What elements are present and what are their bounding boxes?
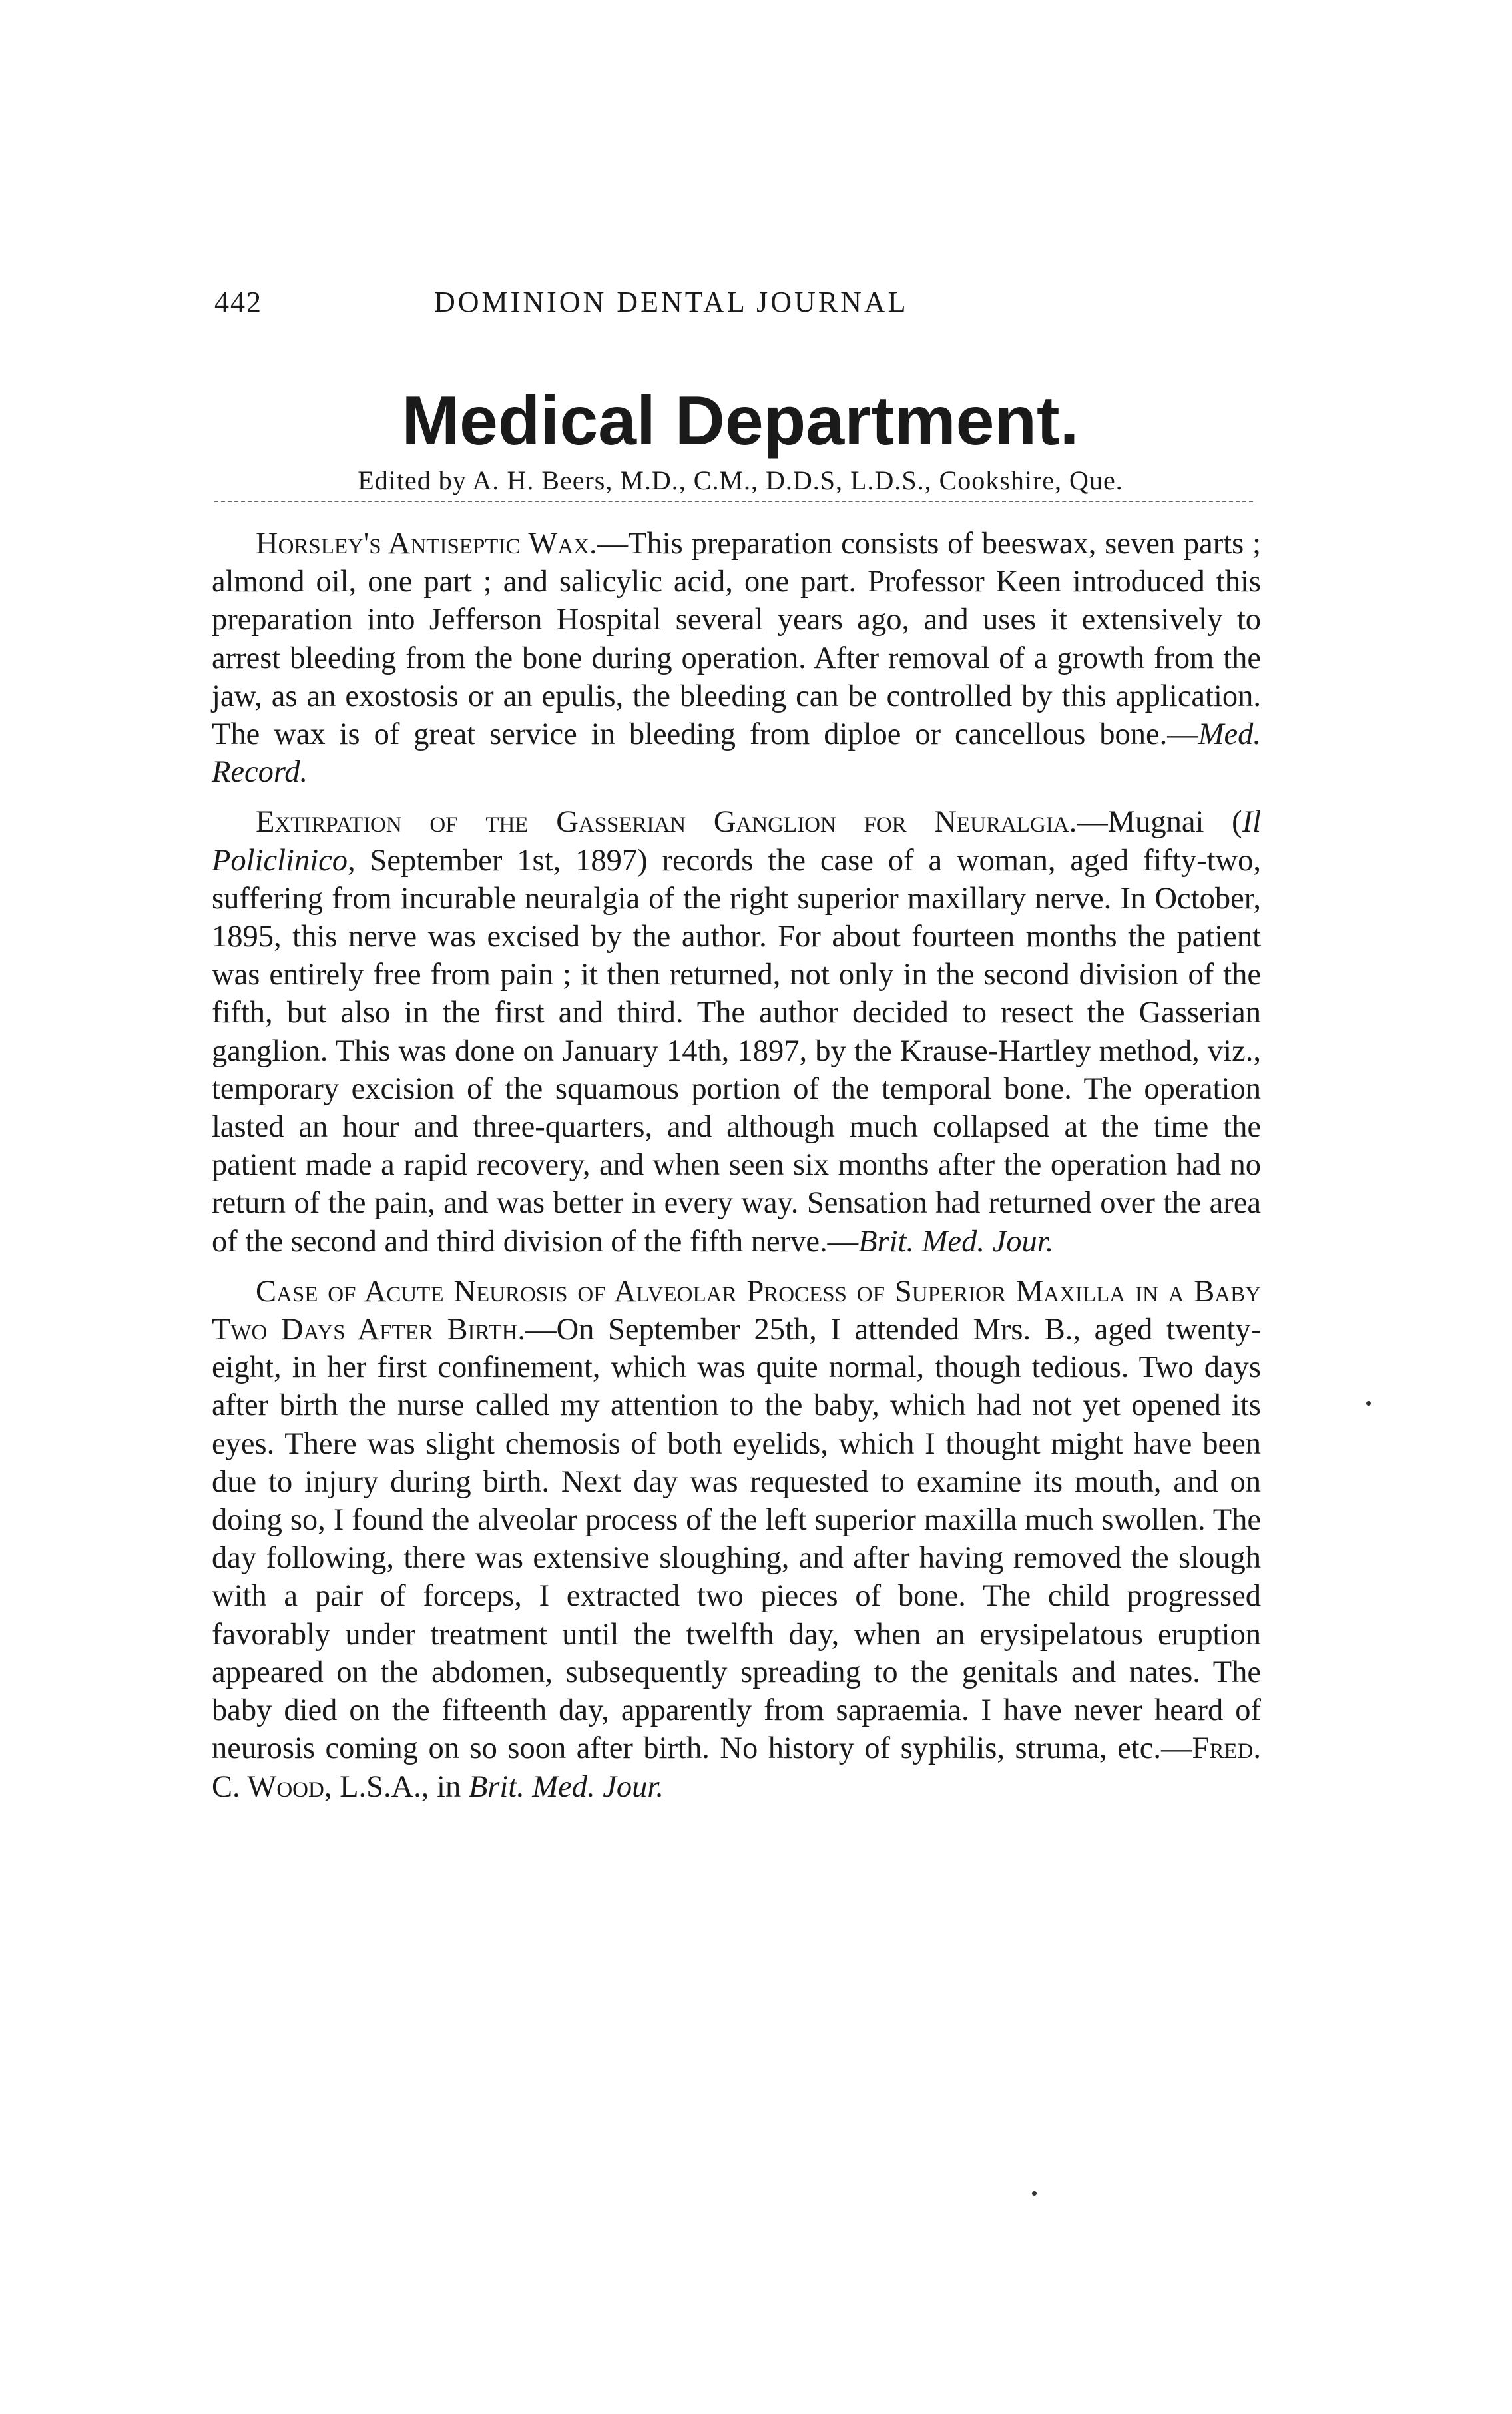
article-text: On September 25th, I attended Mrs. B., aged twenty-eight, in her first confinement, which was quite normal, though tedious. Two days after birth the nurse called my attention to the baby, which had not yet opened its eyes. There was slight chemosis of both eyelids, which I thought might have been due to injury during birth. Next day was requested to examine its mouth, and on doing so, I found the alveolar process of the left superior maxilla much swollen. The day following, there was extensive sloughing, and after having removed the slough with a pair of forceps, I extracted two pieces of bone. The child progressed favorably under treatment until the twelfth day, when an erysipelatous eruption appeared on the abdomen, subsequently spreading to the genitals and nates. The baby died on the fifteenth day, apparently from sapraemia. I have never heard of neurosis coming on so soon after birth. No history of syphilis, struma, etc.: [212, 1313, 1261, 1766]
article-gasserian-ganglion: Extirpation of the Gasserian Ganglion for Neuralgia.—Mugnai (Il Policlinico, September 1st, 1897) records the case of a woman, aged fifty-two, suffering from incurable neuralgia of the right superior maxillary nerve. In October, 1895, this nerve was excised by the author. For about fourteen months the patient was entirely free from pain ; it then returned, not only in the second division of the fifth, but also in the first and third. The author decided to resect the Gasserian ganglion. This was done on January 14th, 1897, by the Krause-Hartley method, viz., temporary excision of the squamous portion of the temporal bone. The operation lasted an hour and three-quarters, and although much collapsed at the time the patient made a rapid recovery, and when seen six months after the operation had no return of the pain, and was better in every way. Sensation had returned over the area of the second and third division of the fifth nerve.—Brit. Med. Jour.: [212, 805, 1262, 1259]
department-title: Medical Department.: [401, 382, 1079, 459]
article-title: Horsley's Antiseptic Wax.: [256, 527, 597, 561]
article-source: Brit. Med. Jour.: [858, 1224, 1054, 1259]
article-source: Brit. Med. Jour.: [468, 1769, 664, 1804]
running-header: [214, 285, 1266, 325]
article-title: Case of Acute Neurosis of Alveolar Process of Superior Maxilla in a Baby Two Days After Birth.: [212, 1274, 1261, 1347]
article-title: Extirpation of the Gasserian Ganglion for Neuralgia.: [256, 805, 1077, 840]
stray-mark: [1366, 1401, 1371, 1406]
journal-title: DOMINION DENTAL JOURNAL: [434, 286, 909, 318]
author-suffix: L.S.A., in: [340, 1769, 461, 1804]
editor-line: Edited by A. H. Beers, M.D., C.M., D.D.S, L.D.S., Cookshire, Que.: [358, 465, 1123, 495]
article-author: Fred. C. Wood: [212, 1731, 1261, 1804]
article-horsley-wax: Horsley's Antiseptic Wax.—This preparation consists of beeswax, seven parts ; almond oil, one part ; and salicylic acid, one part. Professor Keen introduced this preparation into Jefferson Hospital several years ago, and uses it extensively to arrest bleeding from the bone during operation. After removal of a growth from the jaw, as an exostosis or an epulis, the bleeding can be controlled by this application. The wax is of great service in bleeding from diploe or cancellous bone.—Med. Record.: [212, 527, 1261, 790]
header-divider: [214, 501, 1253, 502]
article-text: Mugnai (: [1107, 805, 1242, 840]
journal-reference: Il Policlinico: [212, 805, 1262, 878]
stray-mark: [1032, 2191, 1037, 2196]
article-body: [212, 525, 1261, 1818]
article-source: Med. Record.: [212, 717, 1261, 790]
article-alveolar-neurosis: Case of Acute Neurosis of Alveolar Process of Superior Maxilla in a Baby Two Days After Birth.—On September 25th, I attended Mrs. B., aged twenty-eight, in her first confinement, which was quite normal, though tedious. Two days after birth the nurse called my attention to the baby, which had not yet opened its eyes. There was slight chemosis of both eyelids, which I thought might have been due to injury during birth. Next day was requested to examine its mouth, and on doing so, I found the alveolar process of the left superior maxilla much swollen. The day following, there was extensive sloughing, and after having removed the slough with a pair of forceps, I extracted two pieces of bone. The child progressed favorably under treatment until the twelfth day, when an erysipelatous eruption appeared on the abdomen, subsequently spreading to the genitals and nates. The baby died on the fifteenth day, apparently from sapraemia. I have never heard of neurosis coming on so soon after birth. No history of syphilis, struma, etc.—Fred. C. Wood, L.S.A., in Brit. Med. Jour.: [212, 1274, 1261, 1804]
article-text: , September 1st, 1897) records the case of a woman, aged fifty-two, suffering from incurable neuralgia of the right superior maxillary nerve. In October, 1895, this nerve was excised by the author. For about fourteen months the patient was entirely free from pain ; it then returned, not only in the second division of the fifth, but also in the first and third. The author decided to resect the Gasserian ganglion. This was done on January 14th, 1897, by the Krause-Hartley method, viz., temporary excision of the squamous portion of the temporal bone. The operation lasted an hour and three-quarters, and although much collapsed at the time the patient made a rapid recovery, and when seen six months after the operation had no return of the pain, and was better in every way. Sensation had returned over the area of the second and third division of the fifth nerve.: [212, 843, 1261, 1259]
article-text: This preparation consists of beeswax, seven parts ; almond oil, one part ; and salicylic acid, one part. Professor Keen introduced this preparation into Jefferson Hospital several years ago, and uses it extensively to arrest bleeding from the bone during operation. After removal of a growth from the jaw, as an exostosis or an epulis, the bleeding can be controlled by this application. The wax is of great service in bleeding from diploe or cancellous bone.: [212, 527, 1261, 752]
page-number: 442: [214, 286, 262, 318]
